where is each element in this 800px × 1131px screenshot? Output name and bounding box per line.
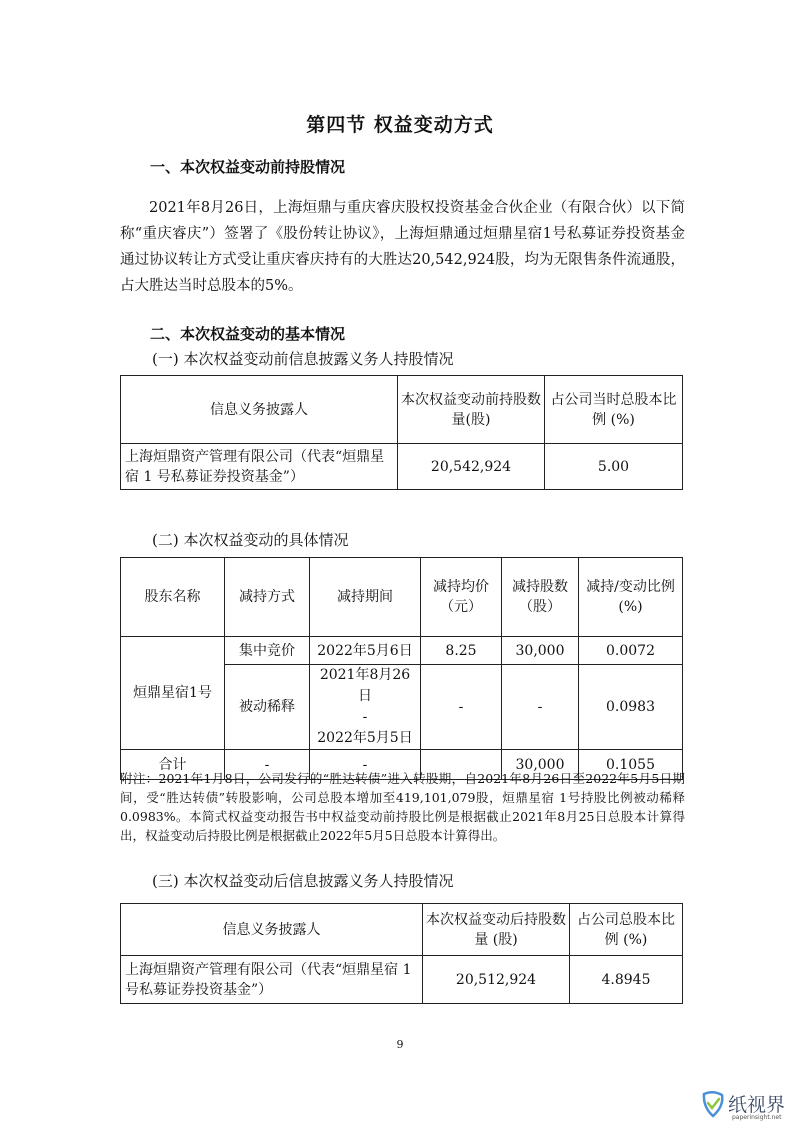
- watermark: [700, 1090, 795, 1130]
- table2-cell-ratio: 0.0072: [579, 637, 683, 665]
- watermark-logo-icon: [700, 1090, 726, 1118]
- subsection-heading-2: (二) 本次权益变动的具体情况: [152, 531, 349, 549]
- section-1-paragraph: 2021年8月26日，上海烜鼎与重庆睿庆股权投资基金合伙企业（有限合伙）以下简称“重庆睿庆”）签署了《股份转让协议》，上海烜鼎通过烜鼎星宿1号私募证券投资基金通过协议转让方式受让重庆睿庆持有的大胜达20,542,924股，均为无限售条件流通股，占大胜达当时总股本的5%。: [120, 200, 685, 294]
- subsection-heading-3: (三) 本次权益变动后信息披露义务人持股情况: [152, 872, 454, 890]
- table2-cell-price: -: [421, 665, 502, 750]
- table3-cell-shares: 20,512,924: [423, 956, 570, 1004]
- table1-cell-shares: 20,542,924: [398, 444, 545, 490]
- table3-header-shares: 本次权益变动后持股数量 (股): [423, 904, 570, 956]
- table2-header-method: 减持方式: [225, 558, 310, 637]
- subsection-heading-1: (一) 本次权益变动前信息披露义务人持股情况: [152, 350, 454, 368]
- table2-cell-method: 被动稀释: [225, 665, 310, 750]
- table2-total-method: -: [225, 750, 310, 780]
- table2-header-shares: 减持股数（股）: [502, 558, 579, 637]
- table2-total-label: 合计: [121, 750, 225, 780]
- table2-cell-shares: -: [502, 665, 579, 750]
- table1-header-shares: 本次权益变动前持股数量(股): [398, 376, 545, 444]
- table3-header-ratio: 占公司总股本比例 (%): [570, 904, 683, 956]
- table1-header-discloser: 信息义务披露人: [121, 376, 398, 444]
- page-title: 第四节 权益变动方式: [306, 114, 494, 136]
- table2-cell-ratio: 0.0983: [579, 665, 683, 750]
- table2-header-holder: 股东名称: [121, 558, 225, 637]
- table2-header-price: 减持均价（元）: [421, 558, 502, 637]
- table2-header-ratio: 减持/变动比例 (%): [579, 558, 683, 637]
- table2-total-shares: 30,000: [502, 750, 579, 780]
- page-number: 9: [396, 1038, 404, 1051]
- table1-cell-ratio: 5.00: [545, 444, 683, 490]
- table2-cell-price: 8.25: [421, 637, 502, 665]
- table3-header-discloser: 信息义务披露人: [121, 904, 423, 956]
- table2-cell-shares: 30,000: [502, 637, 579, 665]
- change-detail-table: [120, 557, 683, 780]
- table2-total-ratio: 0.1055: [579, 750, 683, 780]
- table3-cell-ratio: 4.8945: [570, 956, 683, 1004]
- watermark-text: 纸视界: [728, 1094, 786, 1116]
- table2-cell-method: 集中竞价: [225, 637, 310, 665]
- table1-cell-discloser: 上海烜鼎资产管理有限公司（代表“烜鼎星宿 1 号私募证券投资基金”）: [121, 444, 398, 490]
- watermark-url: paperinsight.net: [732, 1114, 782, 1121]
- post-change-holding-table: [120, 903, 683, 1004]
- table2-cell-period: 2022年5月6日: [310, 637, 421, 665]
- table2-cell-period: 2021年8月26日 - 2022年5月5日: [310, 665, 421, 750]
- table-footnote: 附注：2021年1月8日，公司发行的“胜达转债”进入转股期，自2021年8月26日至2022年5月5日期间，受“胜达转债”转股影响，公司总股本增加至419,101,079股，烜鼎星宿 1号持股比例被动稀释0.0983%。本简式权益变动报告书中权益变动前持股比例是根据截止2021年8月25日总股本计算得出，权益变动后持股比例是根据截止2022年5月5日总股本计算得出。: [120, 771, 685, 843]
- pre-change-holding-table: [120, 375, 683, 490]
- table2-cell-holder: 烜鼎星宿1号: [121, 637, 225, 750]
- table1-header-ratio: 占公司当时总股本比例 (%): [545, 376, 683, 444]
- table2-header-period: 减持期间: [310, 558, 421, 637]
- section-heading-2: 二、本次权益变动的基本情况: [150, 325, 346, 343]
- table3-cell-discloser: 上海烜鼎资产管理有限公司（代表“烜鼎星宿 1 号私募证券投资基金”）: [121, 956, 423, 1004]
- table2-total-period: -: [310, 750, 421, 780]
- section-heading-1: 一、本次权益变动前持股情况: [150, 158, 346, 176]
